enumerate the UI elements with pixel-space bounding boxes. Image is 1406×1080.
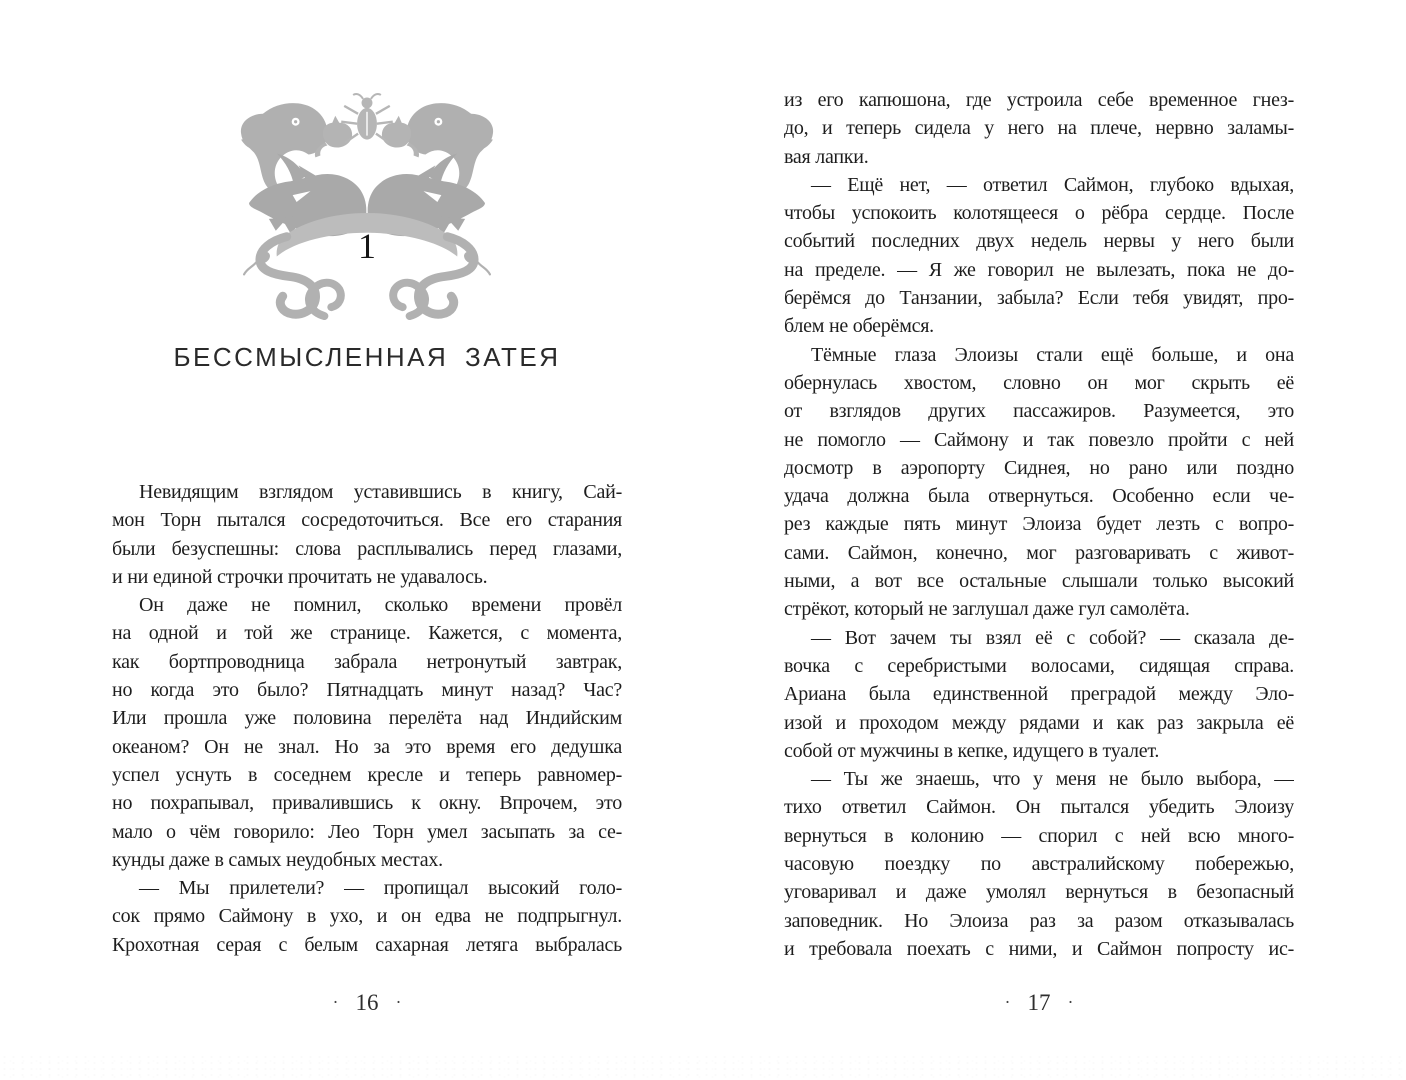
text-line: и ни единой строчки прочитать не удавалось. (112, 565, 488, 588)
text-line: и требовала поехать с ними, и Саймон попросту ис- (784, 937, 1294, 960)
text-line: но похрапывал, привалившись к окну. Впрочем, это (112, 792, 622, 815)
text-line: до, и теперь сидела у него на плече, нервно заламы- (784, 117, 1294, 140)
heraldic-emblem-icon (232, 92, 502, 320)
text-line: блем не оберёмся. (784, 315, 934, 338)
text-line: часовую поездку по австралийскому побережью, (784, 853, 1294, 876)
page-number: 17 (1027, 990, 1051, 1015)
text-line: от взглядов других пассажиров. Разумеется, это (784, 400, 1294, 423)
text-line: на одной и той же странице. Кажется, с момента, (112, 622, 622, 645)
text-line: — Мы прилетели? — пропищал высокий голо- (139, 877, 622, 900)
scan-noise-band (0, 1054, 1406, 1080)
text-line: сами. Саймон, конечно, мог разговаривать с живот- (784, 541, 1294, 564)
text-line: — Ты же знаешь, что у меня не было выбора, — (811, 768, 1294, 791)
text-line: Крохотная серая с белым сахарная летяга выбралась (112, 933, 622, 956)
text-line: кунды даже в самых неудобных местах. (112, 848, 443, 871)
left-page-footer (112, 990, 622, 1016)
text-line: обернулась хвостом, словно он мог скрыть её (784, 371, 1294, 394)
text-line: были безуспешны: слова расплывались перед глазами, (112, 537, 622, 560)
text-line: вочка с серебристыми волосами, сидящая справа. (784, 654, 1294, 677)
text-line: Ариана была единственной преградой между Эло- (784, 683, 1294, 706)
page-right (784, 0, 1294, 1080)
text-line: ными, а вот все остальные слышали только высокий (784, 570, 1294, 593)
text-line: мон Торн пытался сосредоточиться. Все его старания (112, 509, 622, 532)
page-number: 16 (355, 990, 379, 1015)
text-line: рез каждые пять минут Элоиза будет лезть с вопро- (784, 513, 1294, 536)
text-line: вая лапки. (784, 145, 869, 168)
text-line: — Ещё нет, — ответил Саймон, глубоко вдыхая, (811, 173, 1294, 196)
text-line: тихо ответил Саймон. Он пытался убедить Элоизу (784, 796, 1294, 819)
text-line: берёмся до Танзании, забыла? Если тебя увидят, про- (784, 287, 1294, 310)
text-line: Он даже не помнил, сколько времени провёл (139, 594, 622, 617)
text-line: мало о чём говорило: Лео Торн умел засыпать за се- (112, 820, 622, 843)
text-line: — Вот зачем ты взял её с собой? — сказала де- (811, 626, 1294, 649)
text-line: как бортпроводница забрала нетронутый завтрак, (112, 650, 622, 673)
right-page-footer (784, 990, 1294, 1016)
text-line: событий последних двух недель нервы у него были (784, 230, 1294, 253)
text-line: на пределе. — Я же говорил не вылезать, пока не до- (784, 258, 1294, 281)
text-line: Невидящим взглядом уставившись в книгу, Сай- (139, 481, 622, 503)
chapter-title: БЕССМЫСЛЕННАЯ ЗАТЕЯ (173, 342, 561, 372)
right-page-text (784, 86, 1294, 963)
chapter-number: 1 (358, 226, 376, 266)
page-left (112, 0, 622, 1080)
footer-dot: · (395, 992, 402, 1012)
text-line: досмотр в аэропорту Сиднея, но рано или поздно (784, 456, 1294, 479)
chapter-ornament (232, 92, 502, 320)
text-line: удача должна была отвернуться. Особенно если че- (784, 485, 1294, 508)
text-line: вернуться в колонию — спорил с ней всю много- (784, 824, 1294, 847)
text-line: заповедник. Но Элоиза раз за разом отказывалась (784, 909, 1294, 932)
text-line: не помогло — Саймону и так повезло пройти с ней (784, 428, 1294, 451)
footer-dot: · (1067, 992, 1074, 1012)
left-page-text (112, 478, 622, 959)
text-line: изой и проходом между рядами и как раз закрыла её (784, 711, 1294, 734)
footer-dot: · (1004, 992, 1011, 1012)
text-line: Или прошла уже половина перелёта над Индийским (112, 707, 622, 730)
text-line: успел уснуть в соседнем кресле и теперь равномер- (112, 763, 622, 786)
text-line: океаном? Он не знал. Но за это время его дедушка (112, 735, 622, 758)
text-line: собой от мужчины в кепке, идущего в туалет. (784, 739, 1160, 762)
text-line: но когда это было? Пятнадцать минут назад? Час? (112, 679, 622, 702)
footer-dot: · (332, 992, 339, 1012)
text-line: чтобы успокоить колотящееся о рёбра сердце. После (784, 202, 1294, 225)
text-line: уговаривал и даже умолял вернуться в безопасный (784, 881, 1294, 904)
text-line: Тёмные глаза Элоизы стали ещё больше, и она (811, 343, 1294, 366)
text-line: из его капюшона, где устроила себе временное гнез- (784, 89, 1294, 111)
text-line: сок прямо Саймону в ухо, и он едва не подпрыгнул. (112, 905, 622, 928)
text-line: стрёкот, который не заглушал даже гул самолёта. (784, 598, 1190, 621)
